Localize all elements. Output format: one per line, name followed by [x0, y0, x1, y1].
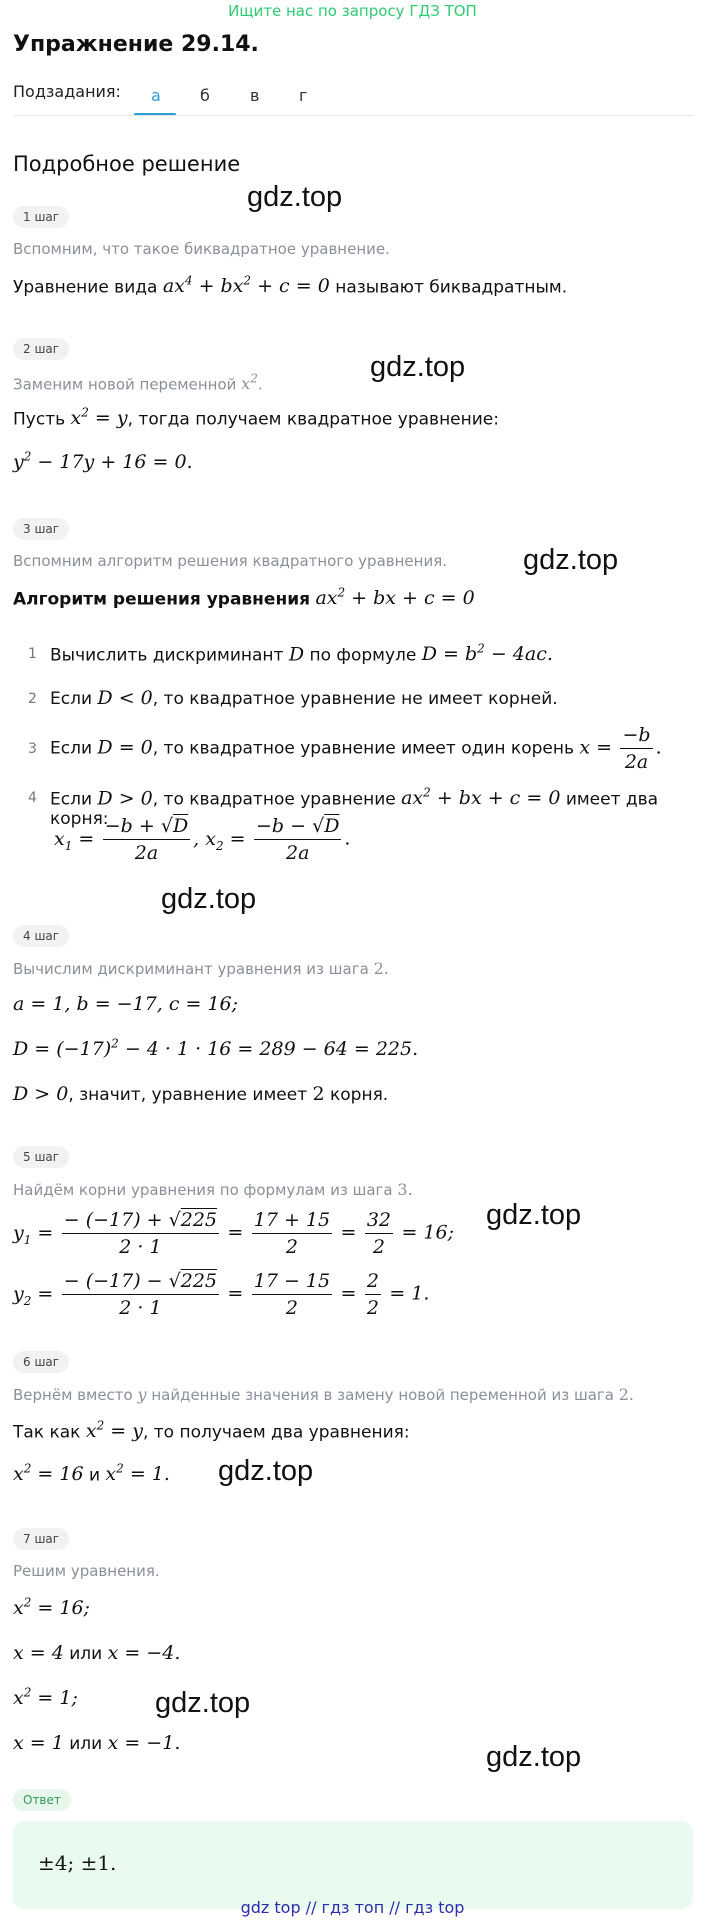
- page-title: Упражнение 29.14.: [13, 32, 259, 57]
- step-badge: 2 шаг: [13, 338, 69, 360]
- divider: [13, 115, 693, 116]
- step-hint: Вспомним алгоритм решения квадратного уравнения.: [13, 552, 447, 570]
- top-banner[interactable]: Ищите нас по запросу ГДЗ ТОП: [228, 2, 477, 20]
- footer-links[interactable]: gdz top // гдз топ // гдз top: [240, 1898, 465, 1917]
- step-text: Пусть $x^2 = y$, тогда получаем квадратное уравнение:: [13, 406, 499, 430]
- tab-a[interactable]: а: [151, 86, 161, 105]
- formula: x = 1 или x = −1.: [13, 1732, 181, 1754]
- step-badge: 3 шаг: [13, 518, 69, 540]
- step-badge: 5 шаг: [13, 1146, 69, 1168]
- formula: x = 4 или x = −4.: [13, 1642, 181, 1664]
- formula: $x^2 = 16$ и $x^2 = 1$.: [13, 1462, 170, 1486]
- subtasks-label: Подзадания:: [13, 82, 121, 101]
- step-hint: Заменим новой переменной $x^2$.: [13, 372, 263, 394]
- list-number: 1: [28, 646, 37, 662]
- formula: a = 1, b = −17, c = 16;: [13, 993, 239, 1015]
- list-item: Если D < 0, то квадратное уравнение не имеет корней.: [50, 687, 558, 709]
- step-hint: Вернём вместо y найденные значения в замену новой переменной из шага 2.: [13, 1385, 635, 1404]
- watermark: gdz.top: [218, 1455, 314, 1487]
- answer-badge: Ответ: [13, 1789, 71, 1811]
- watermark: gdz.top: [155, 1687, 251, 1719]
- formula: $x^2 = 1$;: [13, 1686, 78, 1710]
- step-badge: 4 шаг: [13, 925, 69, 947]
- step-badge: 7 шаг: [13, 1528, 69, 1550]
- tab-b[interactable]: б: [200, 86, 210, 105]
- step-text: Уравнение вида $ax^4 + bx^2 + c = 0$ называют биквадратным.: [13, 274, 568, 298]
- step-badge: 1 шаг: [13, 206, 69, 228]
- step-hint: Решим уравнения.: [13, 1562, 160, 1580]
- list-number: 3: [28, 741, 37, 757]
- formula: $x^2 = 16$;: [13, 1596, 90, 1620]
- step-text: Так как $x^2 = y$, то получаем два уравнения:: [13, 1419, 410, 1443]
- watermark: gdz.top: [523, 544, 619, 576]
- watermark: gdz.top: [486, 1199, 582, 1231]
- formula: $y_1$ = $\frac{- (-17) + √225}{2 \cdot 1}$ = $\frac{17 + 15}{2}$ = $\frac{32}{2}$ = 16;: [13, 1209, 454, 1258]
- tab-g[interactable]: г: [299, 86, 308, 105]
- watermark: gdz.top: [247, 181, 343, 213]
- step-text: D > 0, значит, уравнение имеет 2 корня.: [13, 1083, 389, 1105]
- formula: $y_2$ = $\frac{- (-17) - √225}{2 \cdot 1}$ = $\frac{17 - 15}{2}$ = $\frac{2}{2}$ = 1.: [13, 1270, 430, 1319]
- watermark: gdz.top: [370, 351, 466, 383]
- list-number: 2: [28, 691, 37, 707]
- step-badge: 6 шаг: [13, 1351, 69, 1373]
- list-number: 4: [28, 790, 37, 806]
- list-item: Если D = 0, то квадратное уравнение имеет один корень x = $\frac{-b}{2a}$ .: [50, 724, 662, 773]
- formula: $y^2 - 17y + 16 = 0$.: [13, 450, 193, 474]
- watermark: gdz.top: [161, 883, 257, 915]
- tab-v[interactable]: в: [250, 86, 260, 105]
- step-hint: Вспомним, что такое биквадратное уравнение.: [13, 240, 390, 258]
- algo-title: Алгоритм решения уравнения $ax^2$ + bx + c = 0: [13, 586, 475, 610]
- list-item: Вычислить дискриминант D по формуле $D = b^2 - 4ac$.: [50, 642, 553, 666]
- answer-value: ±4; ±1.: [38, 1851, 117, 1875]
- list-item: Если D > 0, то квадратное уравнение $ax^2$ + bx + c = 0 имеет два корня:: [50, 786, 659, 830]
- roots-formula: $x_1$ = $\frac{-b + √D}{2a}$ , $x_2$ = $\frac{-b - √D}{2a}$ .: [54, 815, 351, 864]
- section-title: Подробное решение: [13, 152, 241, 176]
- step-hint: Найдём корни уравнения по формулам из шага 3.: [13, 1180, 413, 1199]
- watermark: gdz.top: [486, 1741, 582, 1773]
- step-hint: Вычислим дискриминант уравнения из шага 2.: [13, 959, 389, 978]
- formula: $D = (-17)^2 - 4 \cdot 1 \cdot 16 = 289 - 64 = 225$.: [13, 1037, 419, 1061]
